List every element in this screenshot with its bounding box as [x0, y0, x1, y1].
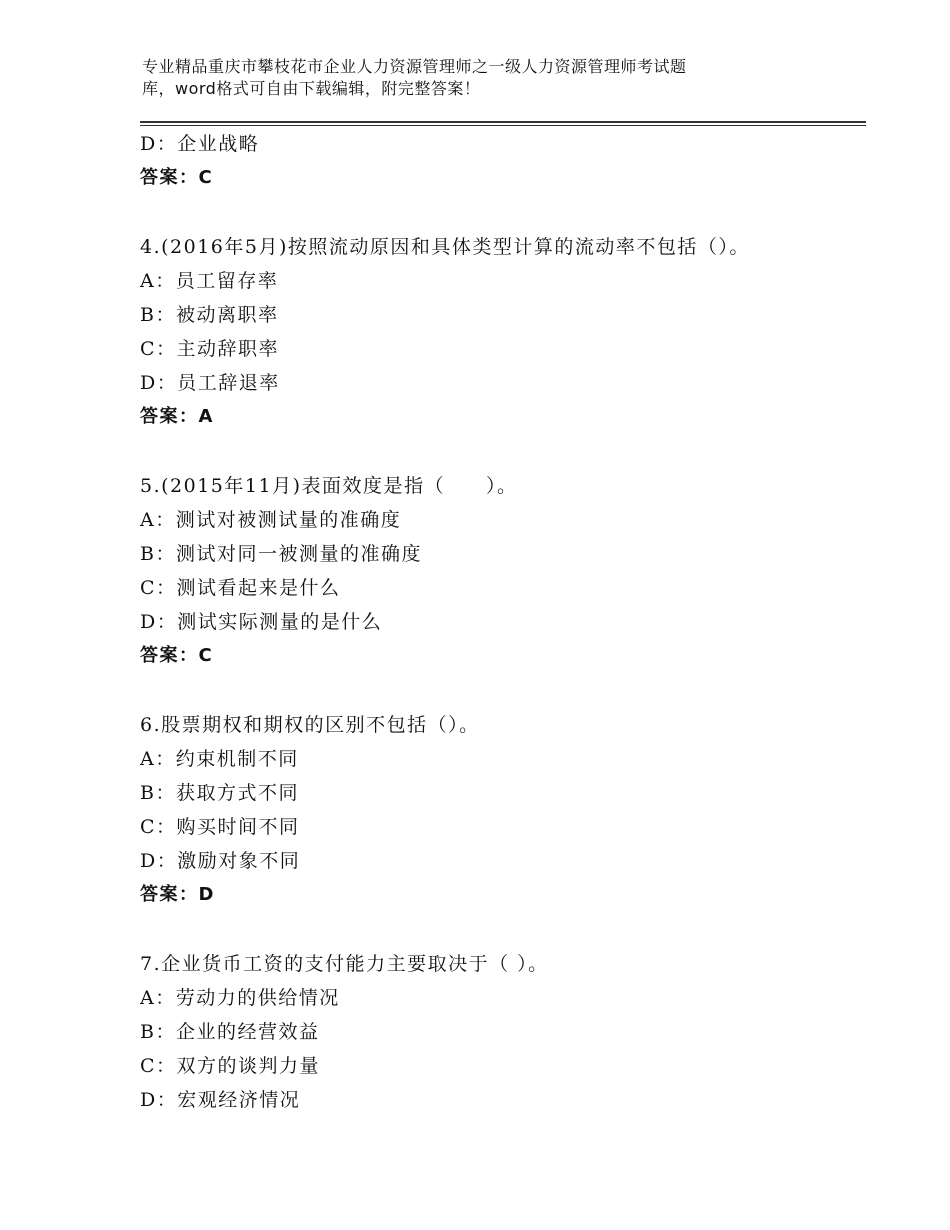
header-rule-thin	[140, 125, 866, 126]
option-d: D：员工辞退率	[140, 372, 280, 394]
option-a: A：约束机制不同	[140, 748, 299, 770]
question-block	[140, 230, 860, 434]
option-d: D：激励对象不同	[140, 850, 301, 872]
option-c: C：主动辞职率	[140, 338, 280, 360]
question-block	[140, 127, 860, 195]
option-d: D：宏观经济情况	[140, 1089, 301, 1111]
option-a: A：劳动力的供给情况	[140, 987, 340, 1009]
question-text: 6.股票期权和期权的区别不包括（）。	[140, 714, 480, 736]
option-b: B：获取方式不同	[140, 782, 299, 804]
option-b: B：被动离职率	[140, 304, 279, 326]
option-b: B：企业的经营效益	[140, 1021, 320, 1043]
option-c: C：双方的谈判力量	[140, 1055, 321, 1077]
header-rule-thick	[140, 121, 866, 123]
option-c: C：测试看起来是什么	[140, 577, 341, 599]
question-block	[140, 469, 860, 673]
question-list	[140, 127, 860, 1117]
answer-line: 答案：A	[140, 406, 214, 427]
document-header	[142, 56, 782, 100]
option-a: A：员工留存率	[140, 270, 279, 292]
question-text: 7.企业货币工资的支付能力主要取决于（ ）。	[140, 953, 549, 975]
answer-line: 答案：D	[140, 884, 215, 905]
header-line-1: 专业精品重庆市攀枝花市企业人力资源管理师之一级人力资源管理师考试题	[142, 57, 687, 76]
header-line-2: 库，word格式可自由下载编辑，附完整答案！	[142, 79, 481, 98]
answer-line: 答案：C	[140, 645, 214, 666]
option-d: D：测试实际测量的是什么	[140, 611, 383, 633]
question-block	[140, 947, 860, 1117]
option-a: A：测试对被测试量的准确度	[140, 509, 402, 531]
option-b: B：测试对同一被测量的准确度	[140, 543, 422, 565]
option-d: D：企业战略	[140, 133, 260, 155]
option-c: C：购买时间不同	[140, 816, 300, 838]
question-block	[140, 708, 860, 912]
question-text: 5.(2015年11月)表面效度是指（ ）。	[140, 475, 518, 497]
question-text: 4.(2016年5月)按照流动原因和具体类型计算的流动率不包括（）。	[140, 236, 750, 258]
answer-line: 答案：C	[140, 167, 214, 188]
